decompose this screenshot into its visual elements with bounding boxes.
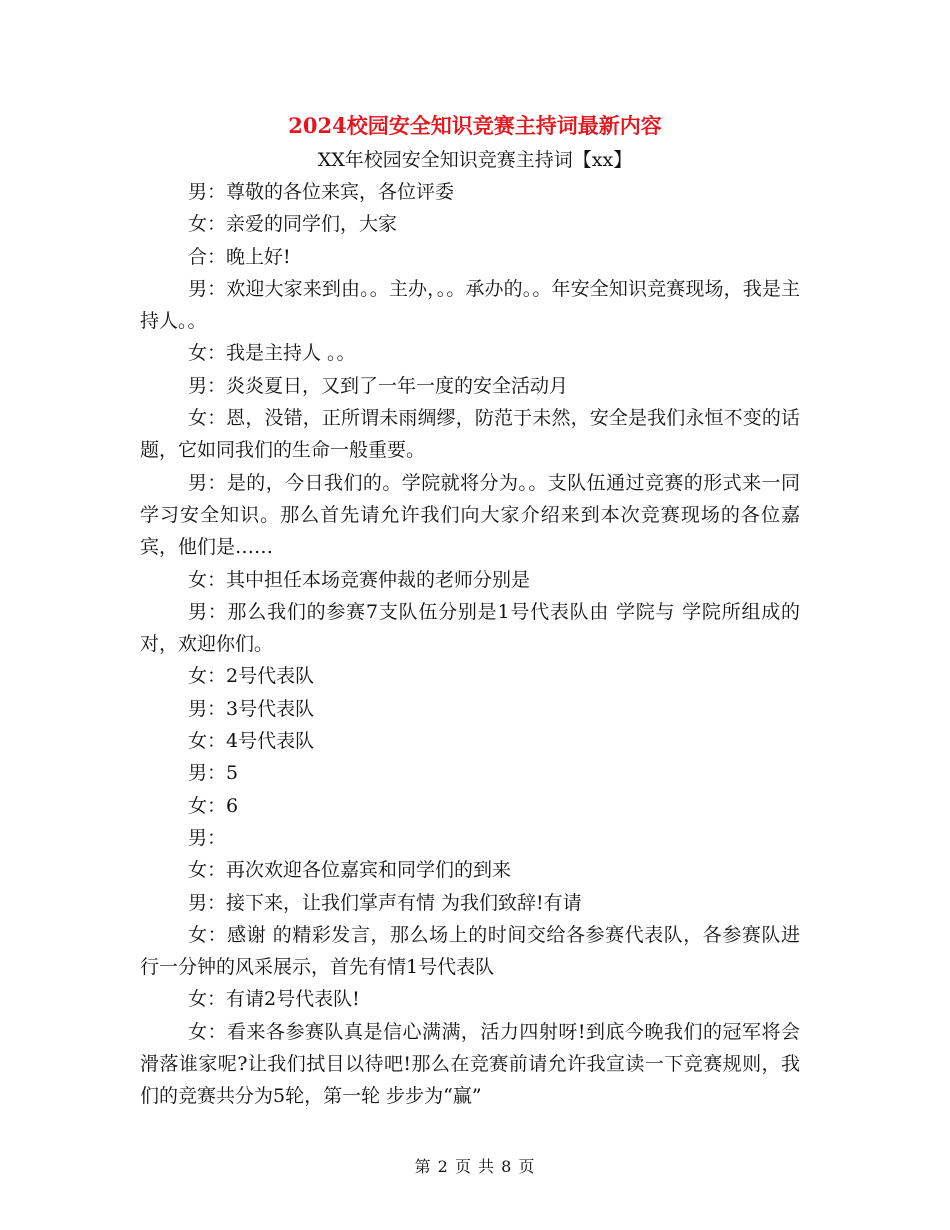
paragraph: 男： (188, 826, 227, 849)
paragraph: 男：3号代表队 (188, 697, 315, 720)
document-body (140, 176, 800, 1113)
paragraph: 男：那么我们的参赛7支队伍分别是1号代表队由 学院与 学院所组成的 对，欢迎你们。 (140, 600, 800, 656)
paragraph: 合：晚上好! (188, 245, 291, 268)
paragraph: 男：尊敬的各位来宾，各位评委 (188, 181, 455, 203)
page-number-footer: 第 2 页 共 8 页 (414, 1157, 536, 1176)
paragraph: 女：4号代表队 (188, 730, 315, 753)
paragraph: 女：其中担任本场竞赛仲裁的老师分别是 (188, 568, 531, 591)
paragraph: 男：5 (188, 762, 239, 785)
document-subtitle: XX年校园安全知识竞赛主持词【xx】 (317, 149, 633, 171)
paragraph: 女：看来各参赛队真是信心满满，活力四射呀!到底今晚我们的冠军将会滑落谁家呢?让我们拭目以待吧!那么在竞赛前请允许我宣读一下竞赛规则，我们的竞赛共分为5轮，第一轮 步步为“赢” (140, 1020, 800, 1108)
paragraph: 女：亲爱的同学们，大家 (188, 213, 398, 236)
paragraph: 女：我是主持人 。。 (188, 342, 356, 365)
paragraph: 女：2号代表队 (188, 665, 315, 688)
paragraph: 女：再次欢迎各位嘉宾和同学们的到来 (188, 859, 512, 882)
paragraph: 女：有请2号代表队! (188, 988, 360, 1011)
paragraph: 男：欢迎大家来到由。。主办，。。承办的。。年安全知识竞赛现场，我是主持人。。 (140, 277, 800, 333)
paragraph: 男：是的，今日我们的。学院就将分为。。支队伍通过竞赛的形式来一同学习安全知识。那么首先请允许我们向大家介绍来到本次竞赛现场的各位嘉宾，他们是…… (140, 471, 800, 559)
paragraph: 女：恩，没错，正所谓未雨绸缪，防范于未然，安全是我们永恒不变的话题，它如同我们的生命一般重要。 (140, 407, 800, 462)
document-title: 2024校园安全知识竞赛主持词最新内容 (288, 113, 662, 138)
paragraph: 女：感谢 的精彩发言，那么场上的时间交给各参赛代表队，各参赛队进行一分钟的风采展示，首先有情1号代表队 (140, 923, 800, 979)
paragraph: 男：炎炎夏日，又到了一年一度的安全活动月 (188, 374, 569, 397)
paragraph: 女：6 (188, 794, 239, 817)
paragraph: 男：接下来，让我们掌声有情 为我们致辞!有请 (188, 891, 582, 914)
